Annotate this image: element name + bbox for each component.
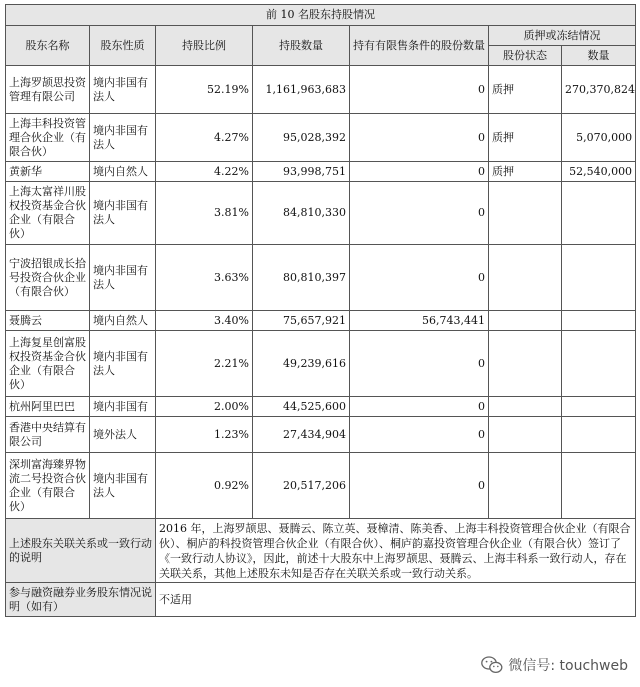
shareholder-ratio: 4.27% xyxy=(156,114,253,162)
relation-label: 上述股东关联关系或一致行动的说明 xyxy=(6,519,156,583)
shareholder-name: 聂腾云 xyxy=(6,311,90,331)
shareholder-nature: 境内非国有法人 xyxy=(90,114,156,162)
shareholder-ratio: 52.19% xyxy=(156,66,253,114)
shareholder-name: 深圳富海臻界物流二号投资合伙企业（有限合伙） xyxy=(6,453,90,519)
pledge-status xyxy=(489,245,562,311)
shareholder-count: 27,434,904 xyxy=(253,417,350,453)
pledge-status: 质押 xyxy=(489,162,562,182)
shareholder-ratio: 0.92% xyxy=(156,453,253,519)
pledge-qty xyxy=(562,245,636,311)
header-qty: 数量 xyxy=(562,46,636,66)
header-pledge-group: 质押或冻结情况 xyxy=(489,26,636,46)
shareholder-ratio: 4.22% xyxy=(156,162,253,182)
shareholder-restricted: 0 xyxy=(350,453,489,519)
margin-text: 不适用 xyxy=(156,583,636,617)
relation-row xyxy=(6,519,636,583)
table-row xyxy=(6,245,636,311)
margin-row xyxy=(6,583,636,617)
pledge-qty: 52,540,000 xyxy=(562,162,636,182)
shareholder-count: 80,810,397 xyxy=(253,245,350,311)
shareholder-nature: 境内自然人 xyxy=(90,311,156,331)
shareholder-count: 95,028,392 xyxy=(253,114,350,162)
shareholder-nature: 境内非国有法人 xyxy=(90,182,156,245)
header-count: 持股数量 xyxy=(253,26,350,66)
shareholder-count: 20,517,206 xyxy=(253,453,350,519)
relation-text: 2016 年，上海罗颉思、聂腾云、陈立英、聂樟清、陈美香、上海丰科投资管理合伙企业（有限合伙）、桐庐韵科投资管理合伙企业（有限合伙）、桐庐韵嘉投资管理合伙企业（有限合伙）签订了《一致行动人协议》，因此，前述十大股东中上海罗颉思、聂腾云、上海丰科系一致行动人，存在关联关系，其他上述股东未知是否存在关联关系或一致行动关系。 xyxy=(156,519,636,583)
pledge-qty xyxy=(562,453,636,519)
wechat-icon xyxy=(481,656,503,674)
pledge-qty xyxy=(562,417,636,453)
table-row xyxy=(6,331,636,397)
shareholder-nature: 境内非国有法人 xyxy=(90,331,156,397)
header-name: 股东名称 xyxy=(6,26,90,66)
shareholder-restricted: 56,743,441 xyxy=(350,311,489,331)
pledge-status: 质押 xyxy=(489,114,562,162)
pledge-status xyxy=(489,417,562,453)
pledge-qty: 5,070,000 xyxy=(562,114,636,162)
shareholder-table-container xyxy=(5,4,635,617)
shareholder-ratio: 3.40% xyxy=(156,311,253,331)
shareholder-name: 上海丰科投资管理合伙企业（有限合伙） xyxy=(6,114,90,162)
header-ratio: 持股比例 xyxy=(156,26,253,66)
pledge-status xyxy=(489,331,562,397)
header-status: 股份状态 xyxy=(489,46,562,66)
shareholder-name: 上海复星创富股权投资基金合伙企业（有限合伙） xyxy=(6,331,90,397)
table-row xyxy=(6,453,636,519)
shareholder-count: 84,810,330 xyxy=(253,182,350,245)
table-row xyxy=(6,311,636,331)
shareholder-restricted: 0 xyxy=(350,162,489,182)
shareholder-ratio: 1.23% xyxy=(156,417,253,453)
shareholder-name: 上海太富祥川股权投资基金合伙企业（有限合伙） xyxy=(6,182,90,245)
shareholder-ratio: 3.63% xyxy=(156,245,253,311)
pledge-status xyxy=(489,453,562,519)
shareholder-count: 49,239,616 xyxy=(253,331,350,397)
shareholder-restricted: 0 xyxy=(350,66,489,114)
shareholder-name: 香港中央结算有限公司 xyxy=(6,417,90,453)
header-restricted: 持有有限售条件的股份数量 xyxy=(350,26,489,66)
shareholder-table xyxy=(5,4,636,617)
shareholder-nature: 境内非国有法人 xyxy=(90,453,156,519)
shareholder-name: 上海罗颉思投资管理有限公司 xyxy=(6,66,90,114)
shareholder-restricted: 0 xyxy=(350,245,489,311)
pledge-qty xyxy=(562,331,636,397)
watermark xyxy=(481,655,628,675)
shareholder-name: 宁波招银成长拾号投资合伙企业（有限合伙） xyxy=(6,245,90,311)
pledge-status xyxy=(489,311,562,331)
table-row xyxy=(6,417,636,453)
shareholder-restricted: 0 xyxy=(350,397,489,417)
shareholder-restricted: 0 xyxy=(350,182,489,245)
pledge-qty xyxy=(562,182,636,245)
shareholder-count: 44,525,600 xyxy=(253,397,350,417)
table-row xyxy=(6,114,636,162)
shareholder-count: 93,998,751 xyxy=(253,162,350,182)
pledge-qty xyxy=(562,311,636,331)
pledge-qty xyxy=(562,397,636,417)
shareholder-name: 黄新华 xyxy=(6,162,90,182)
table-row xyxy=(6,162,636,182)
shareholder-count: 75,657,921 xyxy=(253,311,350,331)
shareholder-restricted: 0 xyxy=(350,114,489,162)
shareholder-nature: 境内非国有法人 xyxy=(90,66,156,114)
pledge-status: 质押 xyxy=(489,66,562,114)
pledge-status xyxy=(489,397,562,417)
shareholder-restricted: 0 xyxy=(350,417,489,453)
shareholder-nature: 境内自然人 xyxy=(90,162,156,182)
shareholder-nature: 境内非国有 xyxy=(90,397,156,417)
pledge-status xyxy=(489,182,562,245)
margin-label: 参与融资融券业务股东情况说明（如有） xyxy=(6,583,156,617)
shareholder-restricted: 0 xyxy=(350,331,489,397)
table-row xyxy=(6,66,636,114)
table-row xyxy=(6,182,636,245)
shareholder-nature: 境外法人 xyxy=(90,417,156,453)
shareholder-name: 杭州阿里巴巴 xyxy=(6,397,90,417)
shareholder-count: 1,161,963,683 xyxy=(253,66,350,114)
table-row xyxy=(6,397,636,417)
shareholder-ratio: 2.00% xyxy=(156,397,253,417)
shareholder-ratio: 2.21% xyxy=(156,331,253,397)
shareholder-nature: 境内非国有法人 xyxy=(90,245,156,311)
pledge-qty: 270,370,824 xyxy=(562,66,636,114)
header-nature: 股东性质 xyxy=(90,26,156,66)
watermark-text: 微信号: touchweb xyxy=(508,658,628,674)
shareholder-ratio: 3.81% xyxy=(156,182,253,245)
table-title: 前 10 名股东持股情况 xyxy=(6,5,636,26)
